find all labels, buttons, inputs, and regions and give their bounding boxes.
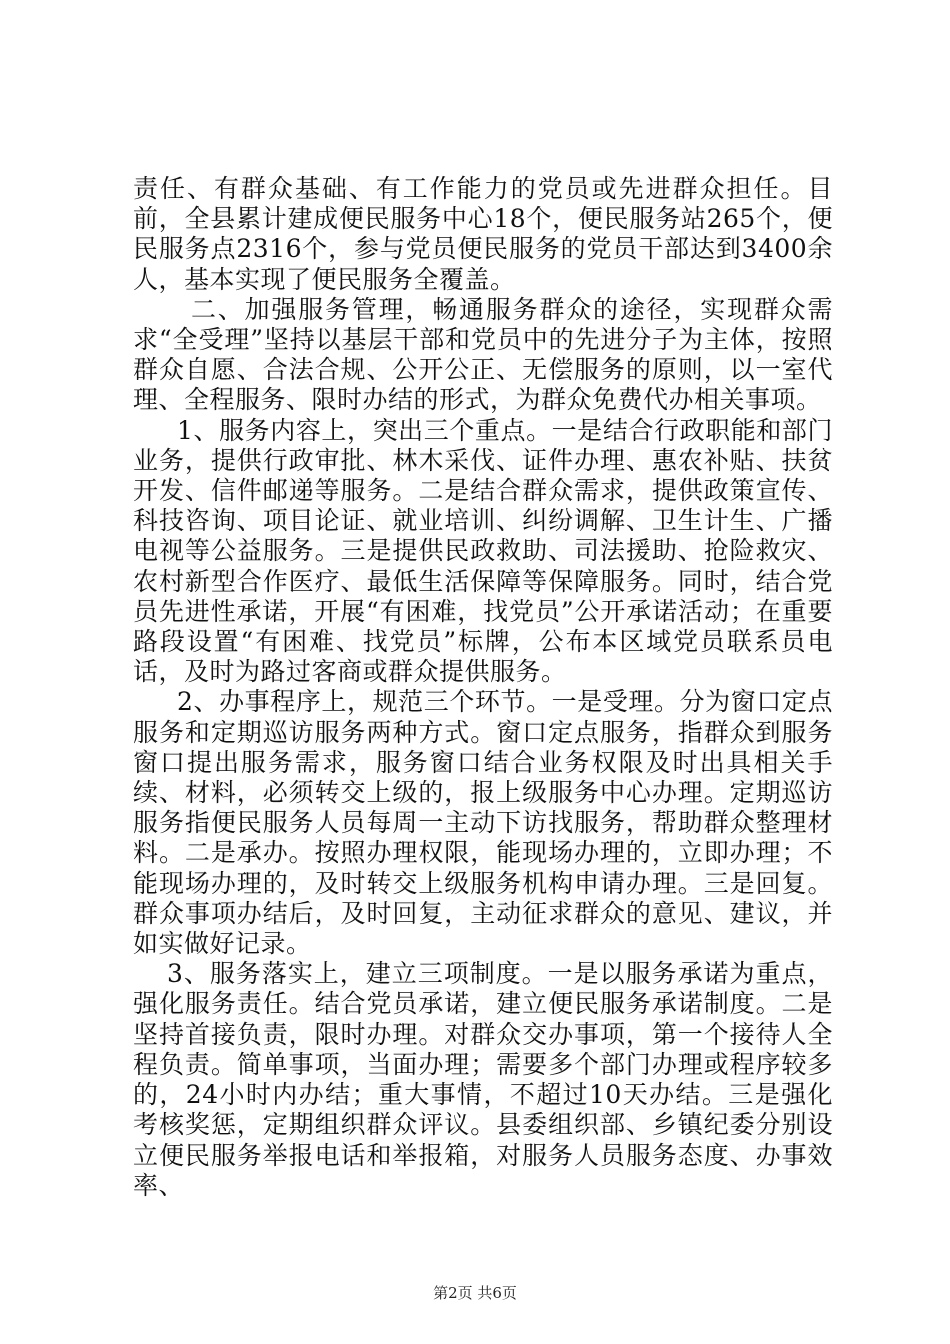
- document-body: [133, 174, 833, 1201]
- paragraph-section-two: 二、加强服务管理，畅通服务群众的途径，实现群众需求“全受理”坚持以基层干部和党员中的先进分子为主体，按照群众自愿、合法合规、公开公正、无偿服务的原则，以一室代理、全程服务、限时办结的形式，为群众免费代办相关事项。: [133, 294, 833, 415]
- paragraph-item-one: 1、服务内容上，突出三个重点。一是结合行政职能和部门业务，提供行政审批、林木采伐、证件办理、惠农补贴、扶贫开发、信件邮递等服务。二是结合群众需求，提供政策宣传、科技咨询、项目论证、就业培训、纠纷调解、卫生计生、广播电视等公益服务。三是提供民政救助、司法援助、抢险救灾、农村新型合作医疗、最低生活保障等保障服务。同时，结合党员先进性承诺，开展“有困难，找党员”公开承诺活动；在重要路段设置“有困难、找党员”标牌，公布本区域党员联系员电话，及时为路过客商或群众提供服务。: [133, 415, 833, 687]
- paragraph-item-three: 3、服务落实上，建立三项制度。一是以服务承诺为重点，强化服务责任。结合党员承诺，建立便民服务承诺制度。二是坚持首接负责，限时办理。对群众交办事项，第一个接待人全程负责。简单事项，当面办理；需要多个部门办理或程序较多的，24小时内办结；重大事情，不超过10天办结。三是强化考核奖惩，定期组织群众评议。县委组织部、乡镇纪委分别设立便民服务举报电话和举报箱，对服务人员服务态度、办事效率、: [133, 959, 833, 1200]
- page-number-footer: 第2页 共6页: [433, 1284, 517, 1302]
- paragraph-item-two: 2、办事程序上，规范三个环节。一是受理。分为窗口定点服务和定期巡访服务两种方式。窗口定点服务，指群众到服务窗口提出服务需求，服务窗口结合业务权限及时出具相关手续、材料，必须转交上级的，报上级服务中心办理。定期巡访服务指便民服务人员每周一主动下访找服务，帮助群众整理材料。二是承办。按照办理权限，能现场办理的，立即办理；不能现场办理的，及时转交上级服务机构申请办理。三是回复。群众事项办结后，及时回复，主动征求群众的意见、建议，并如实做好记录。: [133, 687, 833, 959]
- paragraph-continuation: 责任、有群众基础、有工作能力的党员或先进群众担任。目前，全县累计建成便民服务中心18个，便民服务站265个，便民服务点2316个，参与党员便民服务的党员干部达到3400余人，基本实现了便民服务全覆盖。: [133, 174, 833, 294]
